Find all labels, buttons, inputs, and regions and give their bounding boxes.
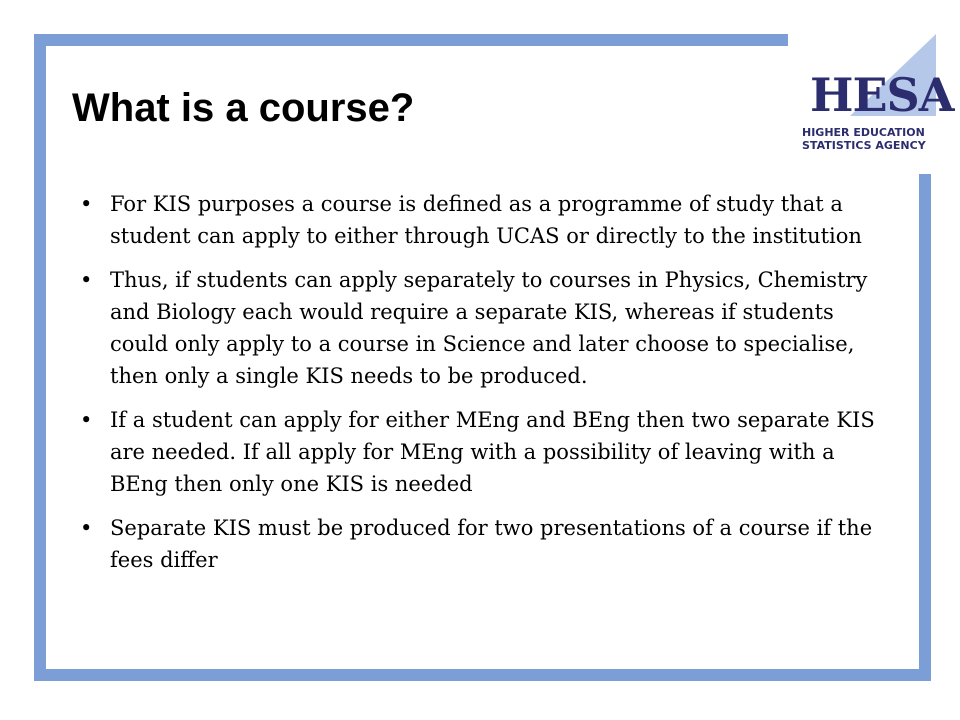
logo-wordmark: HESA xyxy=(810,68,954,122)
bullet-text: For KIS purposes a course is defined as a programme of study that a student can apply to either through UCAS or directly to the institution xyxy=(110,192,862,248)
bullet-item xyxy=(80,404,880,500)
bullet-item xyxy=(80,512,880,576)
bullet-list xyxy=(80,188,880,588)
frame-bottom-border xyxy=(34,669,931,681)
bullet-text: Thus, if students can apply separately to courses in Physics, Chemistry and Biology each would require a separate KIS, whereas if students could only apply to a course in Science and later choose to specialise, then only a single KIS needs to be produced. xyxy=(110,268,868,388)
slide-title: What is a course? xyxy=(72,86,415,130)
frame-left-border xyxy=(34,34,46,681)
bullet-dot-icon: • xyxy=(80,408,93,432)
bullet-item xyxy=(80,188,880,252)
logo-subtitle-line1: HIGHER EDUCATION xyxy=(802,126,925,139)
bullet-dot-icon: • xyxy=(80,192,93,216)
frame-right-border xyxy=(919,174,931,681)
bullet-text: Separate KIS must be produced for two presentations of a course if the fees differ xyxy=(110,516,873,572)
hesa-logo xyxy=(790,30,954,160)
frame-top-border xyxy=(34,34,788,46)
logo-subtitle-line2: STATISTICS AGENCY xyxy=(802,139,926,152)
bullet-dot-icon: • xyxy=(80,268,93,292)
bullet-dot-icon: • xyxy=(80,516,93,540)
bullet-text: If a student can apply for either MEng and BEng then two separate KIS are needed. If all apply for MEng with a possibility of leaving with a BEng then only one KIS is needed xyxy=(110,408,875,496)
bullet-item xyxy=(80,264,880,392)
